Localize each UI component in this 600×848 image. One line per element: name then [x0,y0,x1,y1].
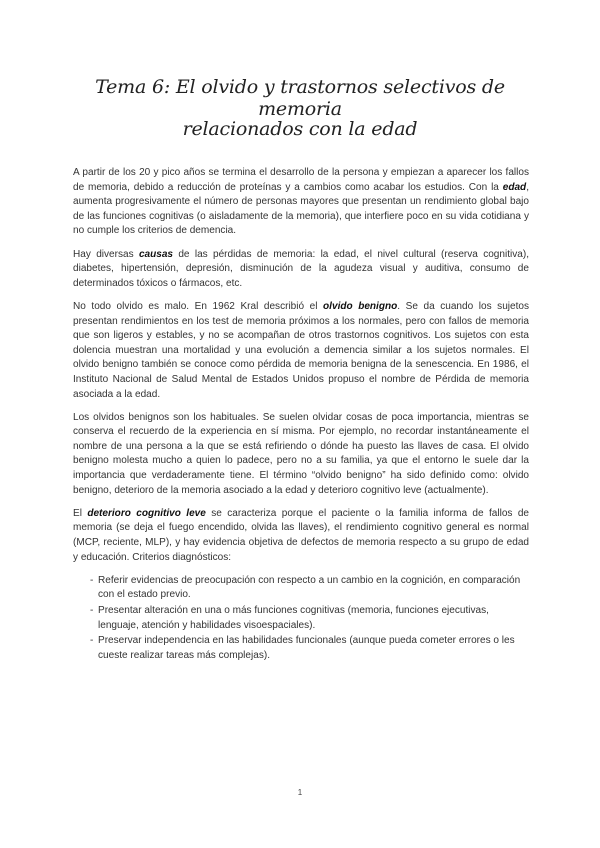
list-item: - Referir evidencias de preocupación con respecto a un cambio en la cognición, en comparación con el estado previo. [90,574,521,601]
bullet-dash: - [90,635,94,647]
paragraph-causas: Hay diversas causas de las pérdidas de memoria: la edad, el nivel cultural (reserva cognitiva), diabetes, hipertensión, depresión, disminución de la agudeza visual y auditiva, consumo de determinados tóxicos o fármacos, etc. [73,248,529,289]
paragraph-intro: A partir de los 20 y pico años se termina el desarrollo de la persona y empiezan a aparecer los fallos de memoria, debido a reducción de proteínas y a cambios como acabar los estudios. Con la edad, aumenta progresivamente el número de personas mayores que presentan un rendimiento global bajo de las funciones cognitivas (o aisladamente de la memoria), que interfiere poco en su vida cotidiana y no cumple los criterios de demencia. [73,167,529,237]
paragraph-olvido-benigno: No todo olvido es malo. En 1962 Kral describió el olvido benigno. Se da cuando los sujetos presentan rendimientos en los test de memoria próximos a los normales, pero con fallos de memoria que son ligeros y estables, y no se acompañan de otros trastornos cognitivos. Los sujetos con esta dolencia muestran una mortalidad y una evolución a demencia similar a los sujetos normales. El olvido benigno también se conoce como pérdida de memoria benigna de la senescencia. En 1986, el Instituto Nacional de Salud Mental de Estados Unidos propuso el nombre de Pérdida de memoria asociada a la edad. [73,300,529,400]
emphasis-deterioro-cognitivo-leve: deterioro cognitivo leve [87,507,206,519]
emphasis-edad: edad [502,181,527,193]
criteria-list [73,574,529,664]
list-item: - Presentar alteración en una o más funciones cognitivas (memoria, funciones ejecutivas, lenguaje, atención y habilidades visoespaciales). [90,605,489,631]
paragraph-deterioro-cognitivo: El deterioro cognitivo leve se caracteriza porque el paciente o la familia informa de fallos de memoria (se deja el fuego encendido, olvida las llaves), el rendimiento cognitivo general es normal (MCP, reciente, MLP), y hay evidencia objetiva de defectos de memoria respecto a su grupo de edad y educación. Criterios diagnósticos: [73,507,529,563]
emphasis-olvido-benigno: olvido benigno [323,300,398,312]
paragraph-olvidos-habituales: Los olvidos benignos son los habituales. Se suelen olvidar cosas de poca importancia, mientras se conserva el recuerdo de la experiencia en sí misma. Por ejemplo, no recordar instantáneamente el nombre de una persona a la que se está refiriendo o dónde ha puesto las llaves de casa. El olvido benigno molesta mucho a quien lo padece, pero no a su familia, ya que el entorno le suele dar la importancia que verdaderamente tiene. El término “olvido benigno” ha sido definido como: olvido benigno, deterioro de la memoria asociado a la edad y deterioro cognitivo leve (actualmente). [73,411,529,496]
document-body [73,166,529,664]
page-title-line-1: Tema 6: El olvido y trastornos selectivos de memoria [95,76,505,120]
bullet-dash: - [90,574,94,586]
bullet-dash: - [90,605,94,616]
emphasis-causas: causas [138,248,174,260]
page-title-line-2: relacionados con la edad [182,118,418,140]
list-item: - Preservar independencia en las habilidades funcionales (aunque pueda cometer errores o les cueste realizar tareas más complejas). [90,635,515,661]
page-number: 1 [297,788,303,797]
